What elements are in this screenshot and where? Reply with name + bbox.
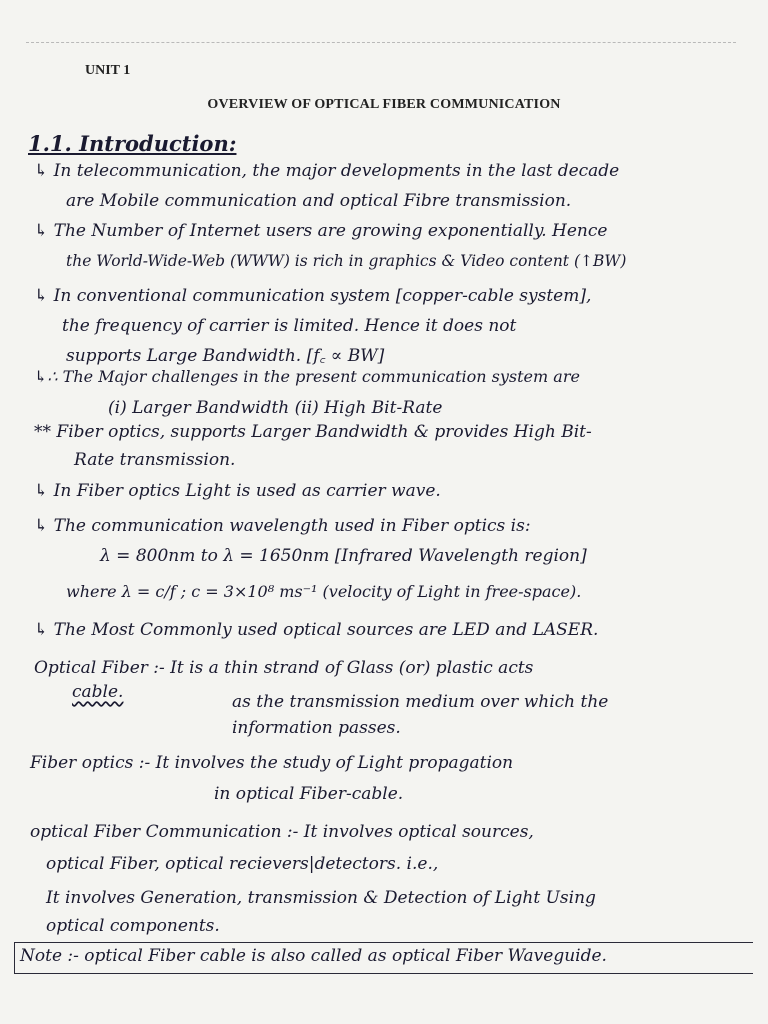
note-line: optical Fiber, optical recievers|detectors. i.e., xyxy=(46,854,439,874)
note-line: cable. xyxy=(72,682,124,702)
note-line: Note :- optical Fiber cable is also called as optical Fiber Waveguide. xyxy=(20,946,607,966)
note-line: information passes. xyxy=(232,718,401,738)
note-line: ↳ In Fiber optics Light is used as carrier wave. xyxy=(34,481,441,501)
note-line: ** Fiber optics, supports Larger Bandwidth & provides High Bit- xyxy=(34,422,592,442)
note-line: are Mobile communication and optical Fibre transmission. xyxy=(66,191,572,211)
note-line: ↳ The Most Commonly used optical sources are LED and LASER. xyxy=(34,620,599,640)
note-line: supports Large Bandwidth. [f꜀ ∝ BW] xyxy=(66,346,385,366)
note-line: as the transmission medium over which the xyxy=(232,692,609,712)
note-line: where λ = c/f ; c = 3×10⁸ ms⁻¹ (velocity of Light in free-space). xyxy=(66,582,582,601)
note-line: λ = 800nm to λ = 1650nm [Infrared Wavelength region] xyxy=(100,546,587,566)
top-divider xyxy=(26,42,736,43)
note-line: in optical Fiber-cable. xyxy=(214,784,404,804)
note-line: optical Fiber Communication :- It involves optical sources, xyxy=(30,822,534,842)
note-line: It involves Generation, transmission & Detection of Light Using xyxy=(46,888,596,908)
note-line: Rate transmission. xyxy=(74,450,236,470)
note-line: the World-Wide-Web (WWW) is rich in graphics & Video content (↑BW) xyxy=(66,252,627,270)
note-line: ↳∴ The Major challenges in the present communication system are xyxy=(34,367,580,386)
unit-label: UNIT 1 xyxy=(85,63,131,78)
note-line: optical components. xyxy=(46,916,220,936)
page-title: OVERVIEW OF OPTICAL FIBER COMMUNICATION xyxy=(207,97,561,112)
note-line: ↳ The communication wavelength used in Fiber optics is: xyxy=(34,516,531,536)
note-line: ↳ The Number of Internet users are growing exponentially. Hence xyxy=(34,221,608,241)
note-line: Optical Fiber :- It is a thin strand of Glass (or) plastic acts xyxy=(34,658,534,678)
section-heading: 1.1. Introduction: xyxy=(28,131,237,156)
note-line: (i) Larger Bandwidth (ii) High Bit-Rate xyxy=(108,398,443,418)
note-line: the frequency of carrier is limited. Hence it does not xyxy=(62,316,517,336)
note-line: ↳ In telecommunication, the major developments in the last decade xyxy=(34,161,620,181)
note-line: Fiber optics :- It involves the study of Light propagation xyxy=(30,753,514,773)
note-line: ↳ In conventional communication system [copper-cable system], xyxy=(34,286,592,306)
